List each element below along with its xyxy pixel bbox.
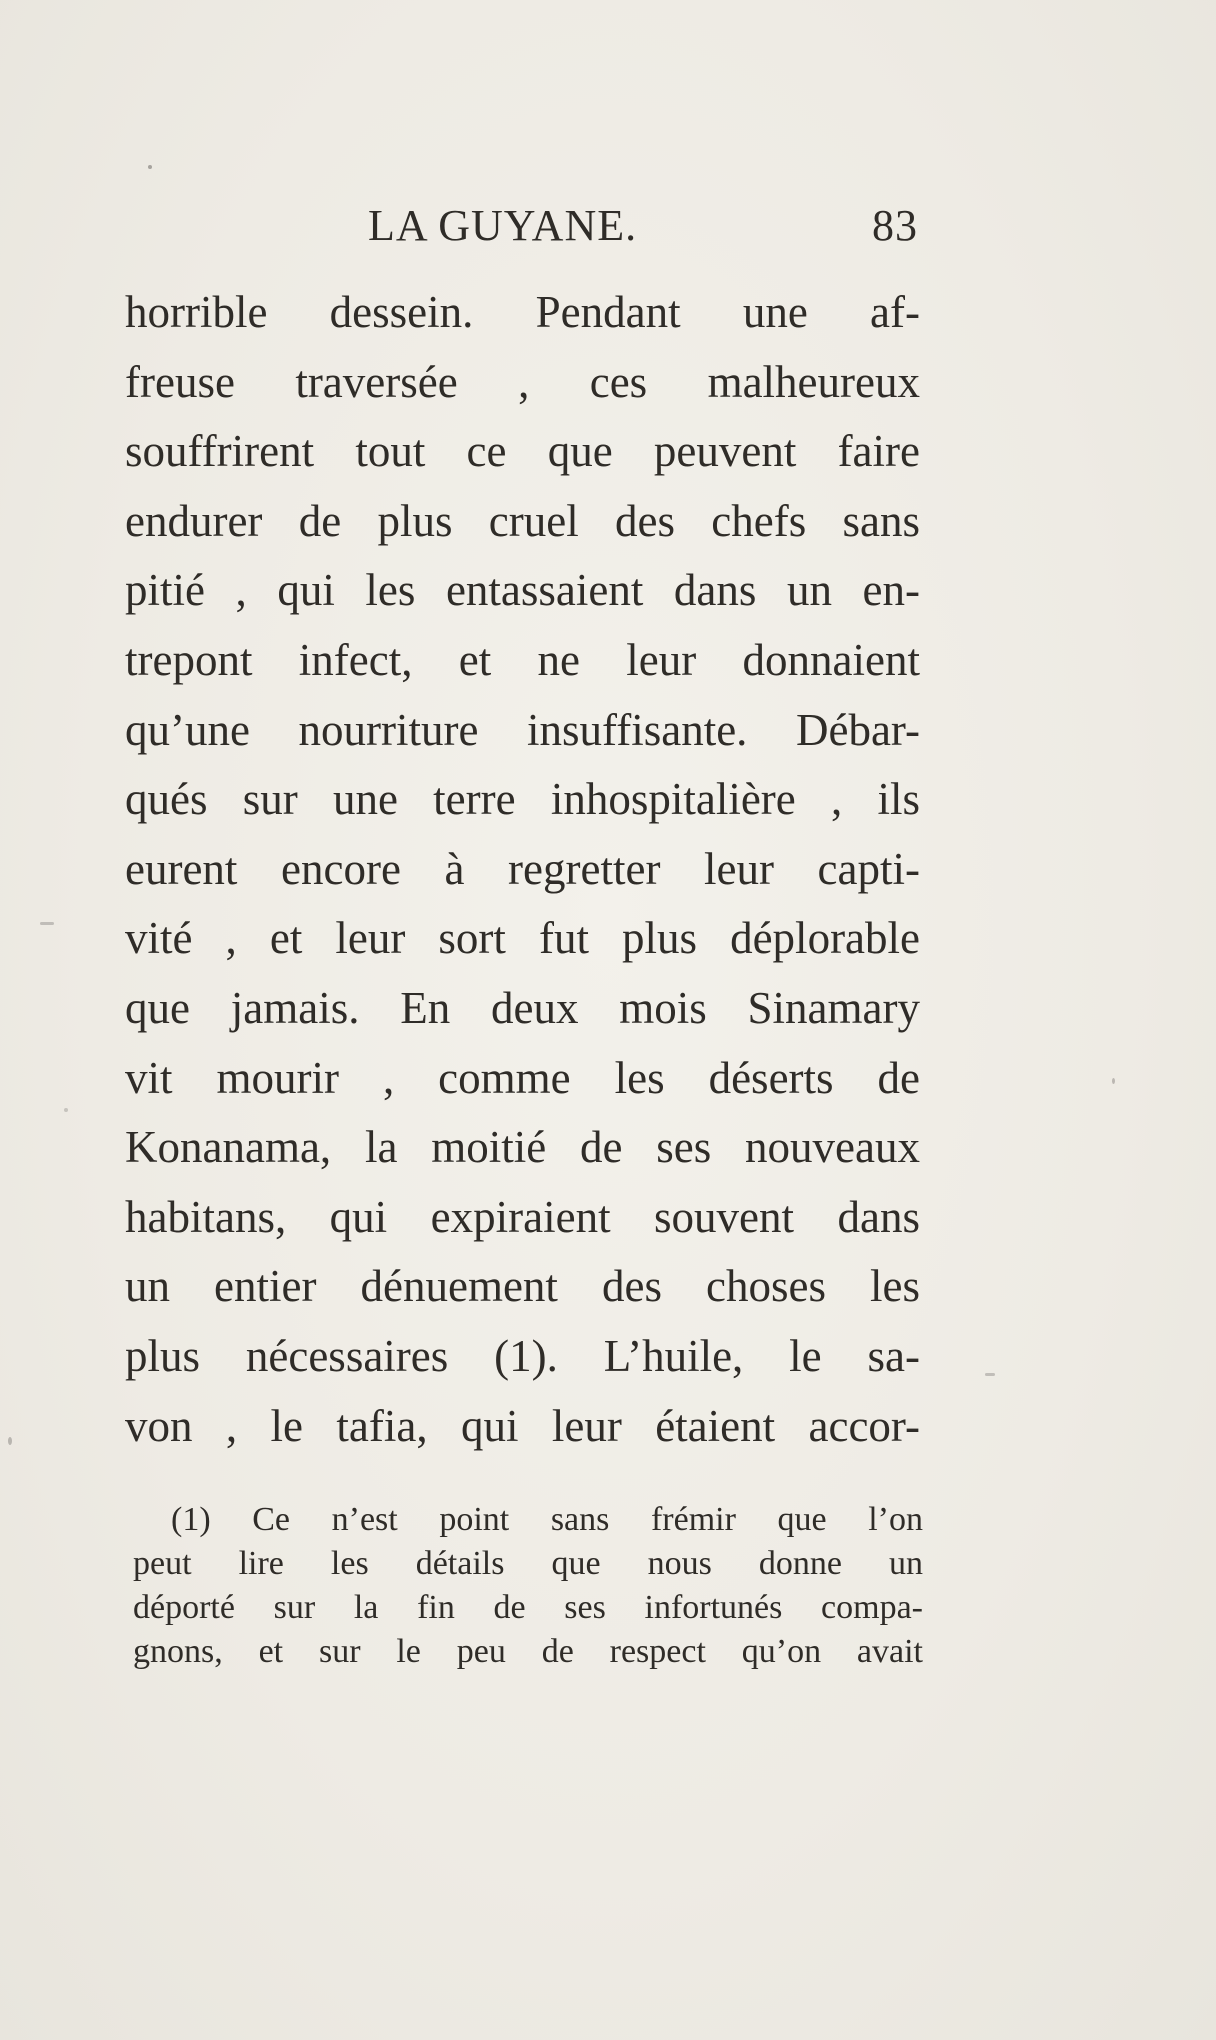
text-line: von , le tafia, qui leur étaient accor-: [125, 1400, 920, 1451]
text-line: freuse traversée , ces malheureux: [125, 356, 920, 407]
running-title: LA GUYANE.: [368, 201, 638, 250]
text-line: que jamais. En deux mois Sinamary: [125, 982, 920, 1033]
footnote-line: déporté sur la fin de ses infortunés compa-: [133, 1589, 923, 1626]
running-head: [128, 200, 918, 260]
main-text: [125, 278, 920, 1461]
text-line: endurer de plus cruel des chefs sans: [125, 495, 920, 546]
text-line: horrible dessein. Pendant une af-: [125, 287, 920, 337]
page-number: 83: [872, 201, 918, 250]
footnote-line: (1) Ce n’est point sans frémir que l’on: [171, 1501, 923, 1538]
paper-speck: [64, 1108, 68, 1112]
text-line: vité , et leur sort fut plus déplorable: [125, 913, 920, 964]
text-line: plus nécessaires (1). L’huile, le sa-: [125, 1330, 920, 1381]
footnote-line: gnons, et sur le peu de respect qu’on avait: [133, 1633, 923, 1670]
text-line: qu’une nourriture insuffisante. Débar-: [125, 704, 920, 755]
paper-speck: [985, 1373, 995, 1376]
text-line: trepont infect, et ne leur donnaient: [125, 634, 920, 685]
text-line: qués sur une terre inhospitalière , ils: [125, 774, 920, 825]
footnote: [133, 1498, 923, 1674]
paper-speck: [1112, 1078, 1115, 1084]
text-line: souffrirent tout ce que peuvent faire: [125, 426, 920, 477]
text-line: pitié , qui les entassaient dans un en-: [125, 565, 920, 616]
text-line: Konanama, la moitié de ses nouveaux: [125, 1122, 920, 1173]
paper-speck: [40, 922, 54, 925]
text-line: un entier dénuement des choses les: [125, 1261, 920, 1312]
text-line: vit mourir , comme les déserts de: [125, 1052, 920, 1103]
text-line: habitans, qui expiraient souvent dans: [125, 1191, 920, 1242]
footnote-line: peut lire les détails que nous donne un: [133, 1545, 923, 1582]
paper-speck: [148, 165, 152, 169]
paper-speck: [8, 1437, 12, 1445]
text-line: eurent encore à regretter leur capti-: [125, 843, 920, 894]
